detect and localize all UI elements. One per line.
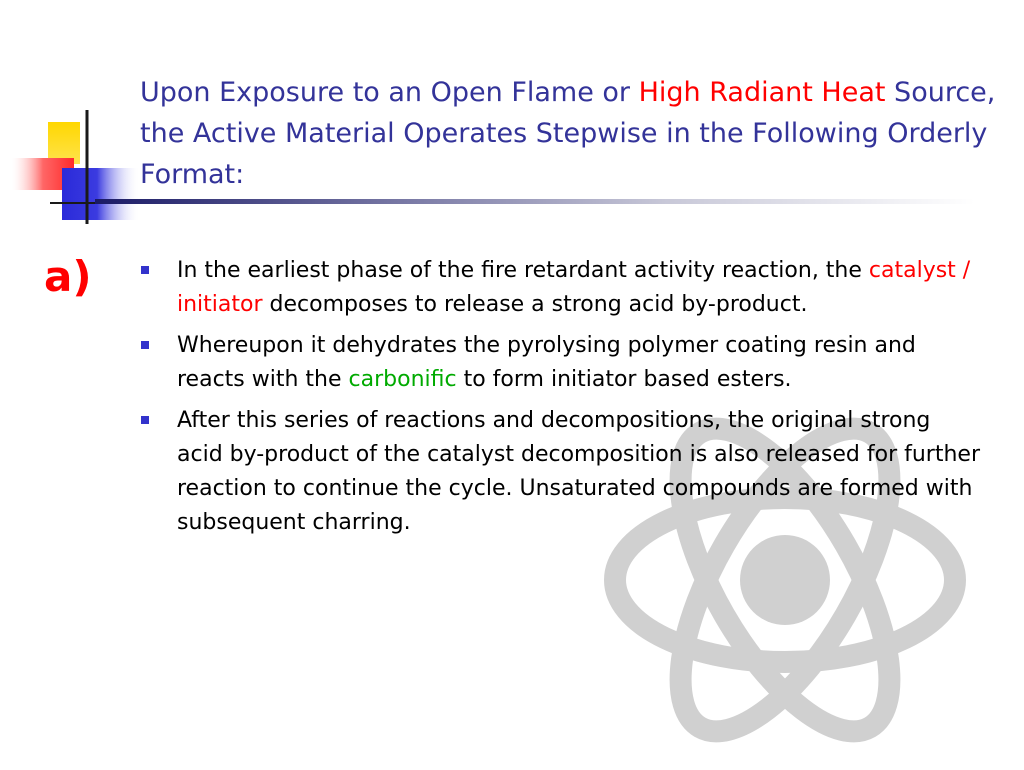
square-bullet-icon bbox=[141, 416, 149, 424]
bullet-2-text-after: to form initiator based esters. bbox=[456, 367, 792, 392]
slide-title bbox=[140, 72, 1010, 195]
bullet-1-highlight: catalyst / initiator bbox=[177, 258, 971, 317]
atom-nucleus bbox=[740, 535, 830, 625]
bullet-item-3 bbox=[140, 404, 980, 540]
bullet-2-highlight: carbonific bbox=[348, 367, 457, 392]
square-bullet-icon bbox=[141, 341, 149, 349]
square-bullet-icon bbox=[141, 266, 149, 274]
title-highlight: High Radiant Heat bbox=[638, 77, 886, 108]
bullet-item-1 bbox=[140, 254, 980, 322]
bullet-item-2 bbox=[140, 329, 980, 397]
bullet-1-text-before: In the earliest phase of the fire retardant activity reaction, the bbox=[177, 258, 869, 283]
corner-decoration-icon bbox=[0, 100, 160, 230]
title-text-part2: Source, the Active Material Operates Stepwise in the Following Orderly Format: bbox=[140, 77, 996, 190]
bullet-list bbox=[140, 254, 980, 547]
title-text-part1: Upon Exposure to an Open Flame or bbox=[140, 77, 639, 108]
bullet-3-text: After this series of reactions and decompositions, the original strong acid by-product of the catalyst decomposition is also released for further reaction to continue the cycle. Unsaturated compounds are formed with subsequent charring. bbox=[177, 408, 980, 535]
step-label: a) bbox=[44, 252, 92, 301]
bullet-1-text-after: decomposes to release a strong acid by-product. bbox=[262, 292, 808, 317]
title-underline bbox=[95, 199, 975, 204]
bullet-2-text-before: Whereupon it dehydrates the pyrolysing polymer coating resin and reacts with the bbox=[177, 333, 916, 392]
